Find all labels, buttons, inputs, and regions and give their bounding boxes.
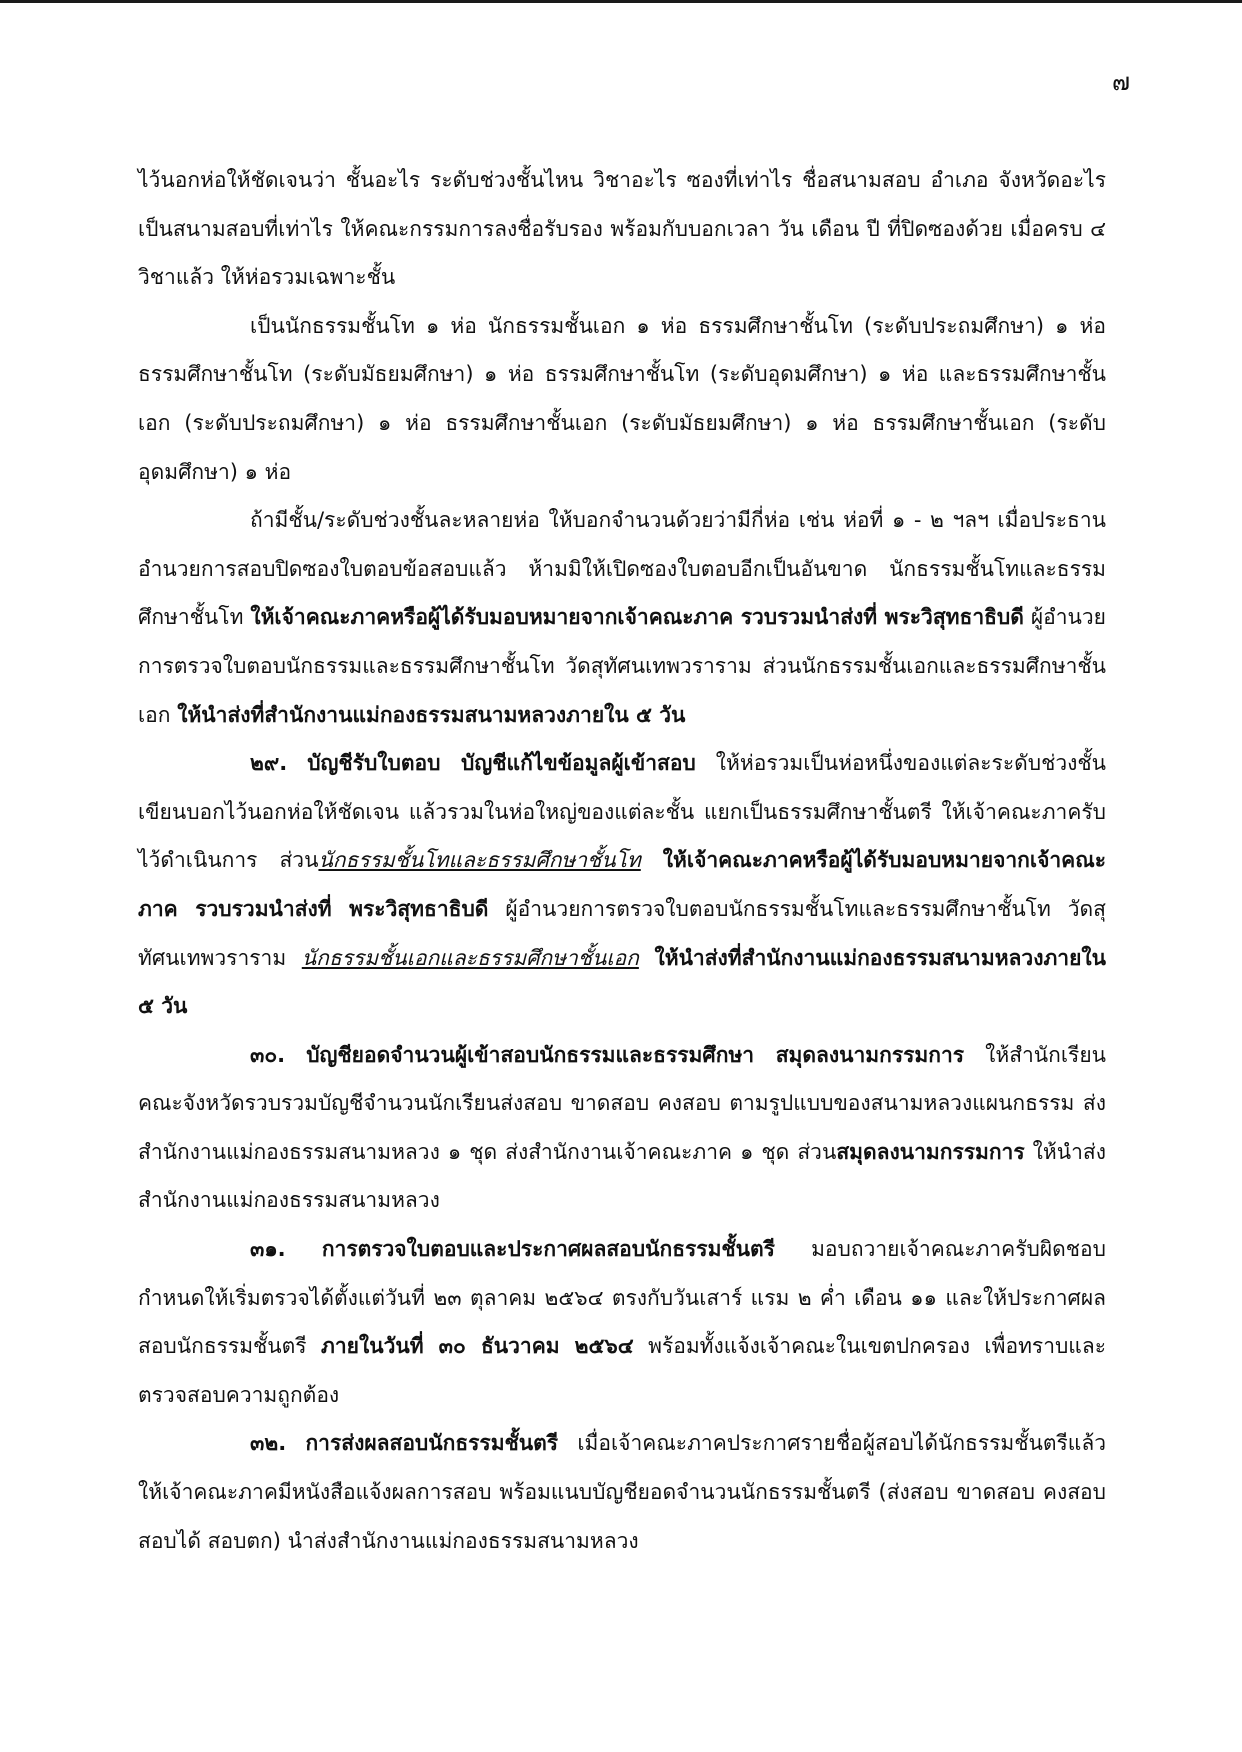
section-text: พร้อมทั้งแจ้งเจ้าคณะในเขตปกครอง เพื่อทราบและตรวจสอบความถูกต้อง <box>138 1334 1106 1407</box>
section-bold-text: สมุดลงนามกรรมการ <box>836 1139 1025 1164</box>
paragraph-package-list: เป็นนักธรรมชั้นโท ๑ ห่อ นักธรรมชั้นเอก ๑ ห่อ ธรรมศึกษาชั้นโท (ระดับประถมศึกษา) ๑ ห่อ ธรรมศึกษาชั้นโท (ระดับมัธยมศึกษา) ๑ ห่อ ธรรมศึกษาชั้นโท (ระดับอุดมศึกษา) ๑ ห่อ และธรรมศึกษาชั้นเอก (ระดับประถมศึกษา) ๑ ห่อ ธรรมศึกษาชั้นเอก (ระดับมัธยมศึกษา) ๑ ห่อ ธรรมศึกษาชั้นเอก (ระดับอุดมศึกษา) ๑ ห่อ <box>138 313 1106 484</box>
document-body <box>138 156 1106 1565</box>
section-underlined-text: นักธรรมชั้นโทและธรรมศึกษาชั้นโท <box>318 848 641 873</box>
section-text: ให้สำนักเรียนคณะจังหวัดรวบรวมบัญชีจำนวนนักเรียนส่งสอบ ขาดสอบ คงสอบ ตามรูปแบบของสนามหลวงแผนกธรรม ส่งสำนักงานแม่กองธรรมสนามหลวง ๑ ชุด ส่งสำนักงานเจ้าคณะภาค ๑ ชุด ส่วน <box>138 1042 1106 1164</box>
paragraph-continuation: ไว้นอกห่อให้ชัดเจนว่า ชั้นอะไร ระดับช่วงชั้นไหน วิชาอะไร ซองที่เท่าไร ชื่อสนามสอบ อำเภอ จังหวัดอะไร เป็นสนามสอบที่เท่าไร ให้คณะกรรมการลงชื่อรับรอง พร้อมกับบอกเวลา วัน เดือน ปี ที่ปิดซองด้วย เมื่อครบ ๔ วิชาแล้ว ให้ห่อรวมเฉพาะชั้น <box>138 168 1106 290</box>
paragraph-multiple-packages <box>138 496 1106 739</box>
paragraph-bold-text: ให้นำส่งที่สำนักงานแม่กองธรรมสนามหลวงภายใน ๕ วัน <box>177 702 686 727</box>
section-text: มอบถวายเจ้าคณะภาครับผิดชอบ กำหนดให้เริ่มตรวจได้ตั้งแต่วันที่ ๒๓ ตุลาคม ๒๕๖๔ ตรงกับวันเสาร์ แรม ๒ ค่ำ เดือน ๑๑ และให้ประกาศผลสอบนักธรรมชั้นตรี <box>138 1237 1106 1359</box>
section-title: การส่งผลสอบนักธรรมชั้นตรี <box>305 1431 559 1456</box>
section-29 <box>138 739 1106 1031</box>
section-bold-text: ภายในวันที่ ๓๐ ธันวาคม ๒๕๖๔ <box>321 1334 634 1359</box>
section-number: ๓๑. <box>250 1237 286 1262</box>
section-title: การตรวจใบตอบและประกาศผลสอบนักธรรมชั้นตรี <box>321 1237 775 1262</box>
section-underlined-text: นักธรรมชั้นเอกและธรรมศึกษาชั้นเอก <box>301 945 639 970</box>
section-number: ๓๐. <box>250 1042 286 1067</box>
paragraph-text: ถ้ามีชั้น/ระดับช่วงชั้นละหลายห่อ ให้บอกจำนวนด้วยว่ามีกี่ห่อ เช่น ห่อที่ ๑ - ๒ ฯลฯ เมื่อประธานอำนวยการสอบปิดซองใบตอบข้อสอบแล้ว ห้ามมิให้เปิดซองใบตอบอีกเป็นอันขาด นักธรรมชั้นโทและธรรมศึกษาชั้นโท <box>138 508 1106 630</box>
section-bold-text: ให้เจ้าคณะภาคหรือผู้ได้รับมอบหมายจากเจ้าคณะภาค รวบรวมนำส่งที่ พระวิสุทธาธิบดี <box>138 848 1106 921</box>
section-text: ผู้อำนวยการตรวจใบตอบนักธรรมชั้นโทและธรรมศึกษาชั้นโท วัดสุทัศนเทพวราราม <box>138 896 1106 970</box>
paragraph-text: ผู้อำนวยการตรวจใบตอบนักธรรมและธรรมศึกษาชั้นโท วัดสุทัศนเทพวราราม ส่วนนักธรรมชั้นเอกและธรรมศึกษาชั้นเอก <box>138 605 1106 727</box>
section-30 <box>138 1031 1106 1225</box>
top-border-line <box>0 0 1242 3</box>
section-text: ให้ห่อรวมเป็นห่อหนึ่งของแต่ละระดับช่วงชั้นเขียนบอกไว้นอกห่อให้ชัดเจน แล้วรวมในห่อใหญ่ของแต่ละชั้น แยกเป็นธรรมศึกษาชั้นตรี ให้เจ้าคณะภาครับไว้ดำเนินการ ส่วน <box>138 751 1106 873</box>
section-title: บัญชีรับใบตอบ บัญชีแก้ไขข้อมูลผู้เข้าสอบ <box>307 751 696 776</box>
section-number: ๓๒. <box>250 1431 287 1456</box>
section-31 <box>138 1225 1106 1419</box>
section-32 <box>138 1419 1106 1565</box>
section-number: ๒๙. <box>250 751 288 776</box>
section-text: เมื่อเจ้าคณะภาคประกาศรายชื่อผู้สอบได้นักธรรมชั้นตรีแล้ว ให้เจ้าคณะภาคมีหนังสือแจ้งผลการสอบ พร้อมแนบบัญชียอดจำนวนนักธรรมชั้นตรี (ส่งสอบ ขาดสอบ คงสอบ สอบได้ สอบตก) นำส่งสำนักงานแม่กองธรรมสนามหลวง <box>138 1431 1106 1553</box>
section-title: บัญชียอดจำนวนผู้เข้าสอบนักธรรมและธรรมศึกษา สมุดลงนามกรรมการ <box>306 1042 965 1067</box>
paragraph-bold-text: ให้เจ้าคณะภาคหรือผู้ได้รับมอบหมายจากเจ้าคณะภาค รวบรวมนำส่งที่ พระวิสุทธาธิบดี <box>250 605 1024 630</box>
section-bold-text: ให้นำส่งที่สำนักงานแม่กองธรรมสนามหลวงภายใน ๕ วัน <box>138 945 1106 1019</box>
section-text: ให้นำส่งสำนักงานแม่กองธรรมสนามหลวง <box>138 1139 1106 1213</box>
page-number: ๗ <box>1111 68 1130 96</box>
